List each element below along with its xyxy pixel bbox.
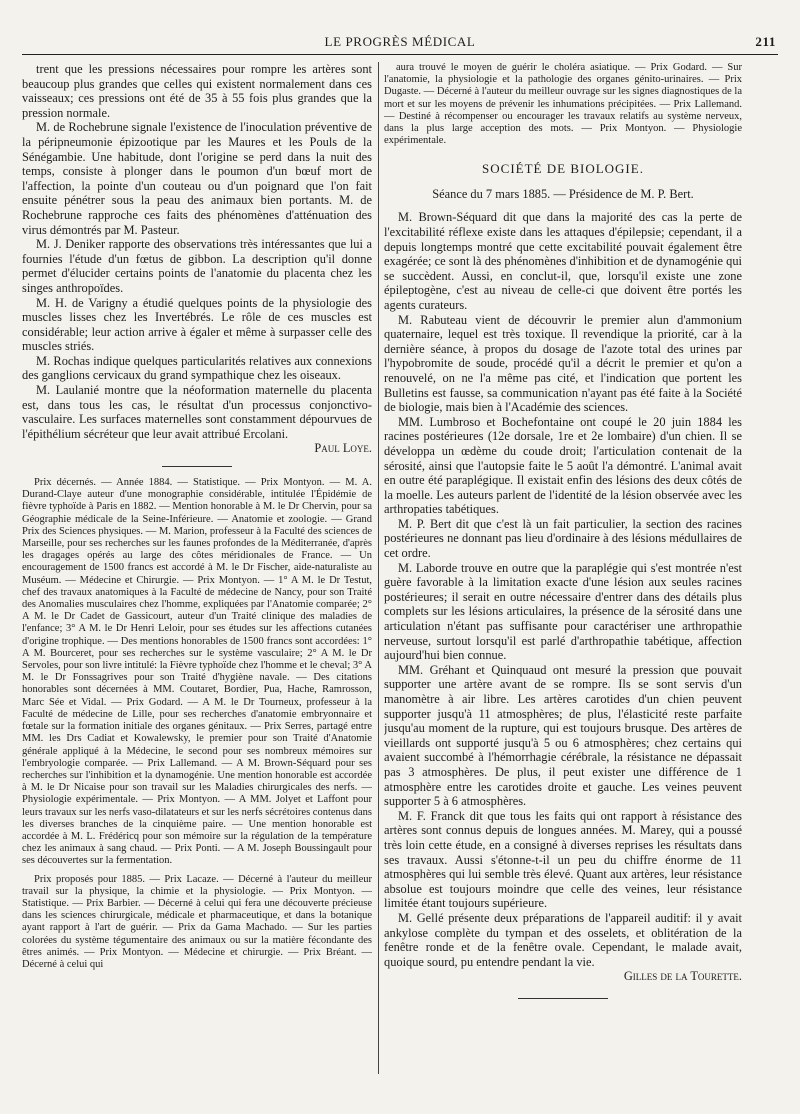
paragraph: M. Laulanié montre que la néoformation maternelle du placenta est, dans tous les cas, le résultat d'un processus conjonctivo-vasculaire. Les surfaces maternelles sont constamment dépourvues de l'épithélium sécréteur que leur avait attribué Ercolani.	[22, 383, 372, 441]
journal-title: LE PROGRÈS MÉDICAL	[324, 34, 476, 49]
section-title: SOCIÉTÉ DE BIOLOGIE.	[482, 161, 644, 177]
paragraph: M. Rochas indique quelques particularités relatives aux connexions des ganglions cervicaux du grand sympathique chez les oiseaux.	[22, 353, 372, 383]
right-column	[384, 62, 742, 1074]
paragraph: MM. Gréhant et Quinquaud ont mesuré la pression que pouvait supporter une artère avant de se rompre. Ils se sont servis d'un manomètre à air libre. Les artères carotides d'un chien peuvent supporter jusqu'à 11 atmosphères; de plus, l'élasticité reste parfaite jusqu'au moment de la rupture, qui est toujours brusque. Des artères de vieillards ont supporté jusqu'à 5 ou 6 atmosphères; chez certains qui avaient succombé à l'hémorrhagie cérébrale, la résistance ne dépassait pas 3 atmosphères. De plus, il peut exister une différence de 1 atmosphère entre les carotides droite et gauche. Les veines peuvent supporter 5 à 6 atmosphères.	[384, 662, 742, 809]
running-header	[22, 30, 778, 55]
prizes-continued: aura trouvé le moyen de guérir le choléra asiatique. — Prix Godard. — Sur l'anatomie, la physiologie et la pathologie des organes génito-urinaires. — Prix Dugaste. — Décerné à l'auteur du meilleur ouvrage sur les signes diagnostiques de la mort et sur les moyens de prévenir les inhumations précipitées. — Prix Lallemand. — Destiné à récompenser ou encourager les travaux relatifs au système nerveux, dans la plus large acception des mots. — Prix Montyon. — Physiologie expérimentale.	[384, 62, 742, 147]
left-column	[22, 62, 372, 1074]
prizes-proposed: Prix proposés pour 1885. — Prix Lacaze. — Décerné à l'auteur du meilleur travail sur la physique, la chimie et la physiologie. — Prix Montyon. — Statistique. — Prix Barbier. — Décerné à celui qui fera une découverte précieuse dans les sciences chirurgicale, médicale et pharmaceutique, et dans la botanique ayant rapport à l'art de guérir. — Prix da Gama Machado. — Sur les parties colorées du système tégumentaire des animaux ou sur la matière fécondante des êtres animés. — Prix Montyon. — Médecine et chirurgie. — Prix Bréant. — Décerné à celui qui	[22, 873, 372, 970]
prizes-awarded: Prix décernés. — Année 1884. — Statistique. — Prix Montyon. — M. A. Durand-Claye auteur d'une monographie considérable, intitulée l'Épidémie de fièvre typhoïde à Paris en 1882. — Mention honorable à M. le Dr Chervin, pour sa Géographie médicale de la Seine-Inférieure. — Anatomie et zoologie. — Grand Prix des Sciences physiques. — M. Marion, professeur à la Faculté des sciences de Marseille, pour ses recherches sur les faunes profondes de la Méditerranée, d'après les dragages opérés au large des côtes méridionales de France. — Un encouragement de 1500 francs est accordé à M. le Dr Fischer, aide-naturaliste au Muséum. — Médecine et Chirurgie. — Prix Montyon. — 1° A M. le Dr Testut, chef des travaux anatomiques à la Faculté de médecine de Nancy, pour son Traité des Anomalies musculaires chez l'homme, expliquées par l'Anatomie comparée; 2° A M. le Dr Cadet de Gassicourt, auteur d'un Traité clinique des maladies de l'enfance; 3° A M. le Dr Henri Leloir, pour ses études sur les affections cutanées d'origine trophique. — Des mentions honorables de 1500 francs sont accordées: 1° A M. Bourceret, pour ses recherches sur le système vasculaire; 2° A M. le Dr Servoles, pour son livre intitulé: la Fièvre typhoïde chez l'homme et le cheval; 3° A M. le Dr Fonssagrives pour son Traité d'hygiène navale. — Des citations honorables sont décernées à MM. Coutaret, Bordier, Pua, Hache, Ramrosson, Marc Sée et Vidal. — Prix Godard. — A M. le Dr Tourneux, professeur à la Faculté de médecine de Lille, pour ses recherches d'anatomie embryonnaire et fœtale sur la formation initiale des organes génitaux. — Prix Serres, partagé entre MM. les Drs Cadiat et Kowalewsky, le premier pour son Traité d'Anatomie générale appliqué à la Médecine, le second pour ses nombreux mémoires sur l'embryologie comparée. — Prix Lallemand. — A M. Brown-Séquard pour ses recherches sur l'inhibition et la dynamogénie. Une mention honorable est accordée à M. le Dr Nicaise pour son travail sur les Maladies chirurgicales des nerfs. — Physiologie expérimentale. — Prix Montyon. — A MM. Jolyet et Laffont pour leurs travaux sur les nerfs vaso-dilatateurs et sur les nerfs sécrétoires contenus dans les diverses branches de la cinquième paire. — Une mention honorable est accordée à M. L. Frédéricq pour son mémoire sur la régulation de la température chez les animaux à sang chaud. — Prix Ponti. — A M. Joseph Boussingault pour ses découvertes sur la fermentation.	[22, 477, 372, 867]
paragraph: M. Gellé présente deux préparations de l'appareil auditif: il y avait ankylose complète du tympan et des osselets, et oblitération de la fenêtre ronde et de la fenêtre ovale. Cependant, le malade avait, quoique sourd, pu entendre pendant la vie.	[384, 910, 742, 969]
paragraph: M. Laborde trouve en outre que la paraplégie qui s'est montrée n'est guère favorable à la limitation exacte d'une lésion aux seules racines postérieures; il serait en outre nécessaire d'entrer dans des détails plus complets sur les lésions articulaires, la présence de la sérosité dans une articulation n'étant pas suffisante pour caractériser une arthropathie nerveuse, surtout lorsqu'il est parlé d'arthropathie tabétique, affection aujourd'hui bien connue.	[384, 560, 742, 663]
paragraph: M. P. Bert dit que c'est là un fait particulier, la section des racines postérieures ne donnant pas lieu d'ordinaire à des lésions médullaires de cet ordre.	[384, 516, 742, 561]
paragraph: M. F. Franck dit que tous les faits qui ont rapport à résistance des artères sont connus depuis de longues années. M. Marey, qui a poussé très loin cette étude, en a consigné à diverses reprises les résultats dans ses travaux. Aussi s'étonne-t-il un peu du chiffre énorme de 11 atmosphères qui lui semble très élevé. Quant aux artères, leur résistance absolue est toujours moindre que celle des veines, leur résistance limitée étant toujours supérieure.	[384, 808, 742, 911]
prizes-continuation	[384, 62, 742, 147]
paragraph: M. J. Deniker rapporte des observations très intéressantes que lui a fournies l'étude d'un fœtus de gibbon. La description qu'il donne permet d'élucider certains points de l'anatomie du placenta chez les singes anthropoïdes.	[22, 237, 372, 295]
signature: Paul Loye.	[314, 441, 372, 456]
paragraph: M. Rabuteau vient de découvrir le premier alun d'ammonium quaternaire, lequel est très toxique. Il revendique la priorité, car à la dernière séance, à propos du dosage de l'azote total des urines par l'hypobromite de soude, procédé qu'il a décrit le premier et qu'on a renouvelé, on ne l'a même pas cité, et l'indication que portent les Bulletins est fausse, sa communication n'ayant pas été faite à la Société de biologie, mais bien à l'Académie des sciences.	[384, 312, 742, 415]
paragraph: M. H. de Varigny a étudié quelques points de la physiologie des muscles lisses chez les Invertébrés. Le rôle de ces muscles est considérable; leur action arrive à égaler et même à surpasser celle des muscles striés.	[22, 295, 372, 354]
separator-rule	[162, 466, 232, 467]
column-divider	[378, 62, 379, 1074]
page-number: 211	[755, 34, 776, 49]
paragraph: trent que les pressions nécessaires pour rompre les artères sont beaucoup plus grandes que celles qui existent normalement dans ces vaisseaux; ces pressions ont été de 35 à 55 fois plus grandes que la pression normale.	[22, 62, 372, 120]
session-line: Séance du 7 mars 1885. — Présidence de M. P. Bert.	[432, 187, 694, 202]
signature: Gilles de la Tourette.	[623, 969, 742, 984]
paragraph: M. de Rochebrune signale l'existence de l'inoculation préventive de la péripneumonie épizootique par les Maures et les Pouls de la Sénégambie. Une habitude, dont l'origine se perd dans la nuit des temps, consiste à plonger dans le poumon d'un bœuf mort de l'affection, la pointe d'un couteau ou d'un poignard que l'on fait ensuite pénétrer sous la peau des animaux bien portants. M. de Rochebrune rapproche ces faits des phénomènes d'atténuation des virus démontrés par M. Pasteur.	[22, 120, 372, 237]
prizes-section	[22, 477, 372, 971]
paragraph: M. Brown-Séquard dit que dans la majorité des cas la perte de l'excitabilité réflexe existe dans les attaques d'épilepsie; cependant, il a depuis longtemps montré que cette excitabilité pouvait également être exagérée; ce sont là des phénomènes d'inhibition et de dynamogénie qui se succèdent. Aussi, en conclut-il, que, lorsqu'il existe une zone épileptogène, c'est au niveau de celle-ci que doivent être portés les agents curateurs.	[384, 210, 742, 312]
right-body	[384, 210, 742, 983]
paragraph: MM. Lumbroso et Bochefontaine ont coupé le 20 juin 1884 les racines postérieures (12e dorsale, 1re et 2e lombaire) d'un chien. Il se développa un œdème du coude droit; l'articulation contenait de la sérosité, ainsi que l'autopsie faite le 5 août l'a démontré. L'animal avait en outre été paraplégique. Il existait enfin des lésions des deux côtés de la moelle. Les auteurs parlent de l'identité de la lésion observée avec les arthropaties tabétiques.	[384, 414, 742, 517]
left-body	[22, 62, 372, 456]
end-rule	[518, 998, 608, 999]
